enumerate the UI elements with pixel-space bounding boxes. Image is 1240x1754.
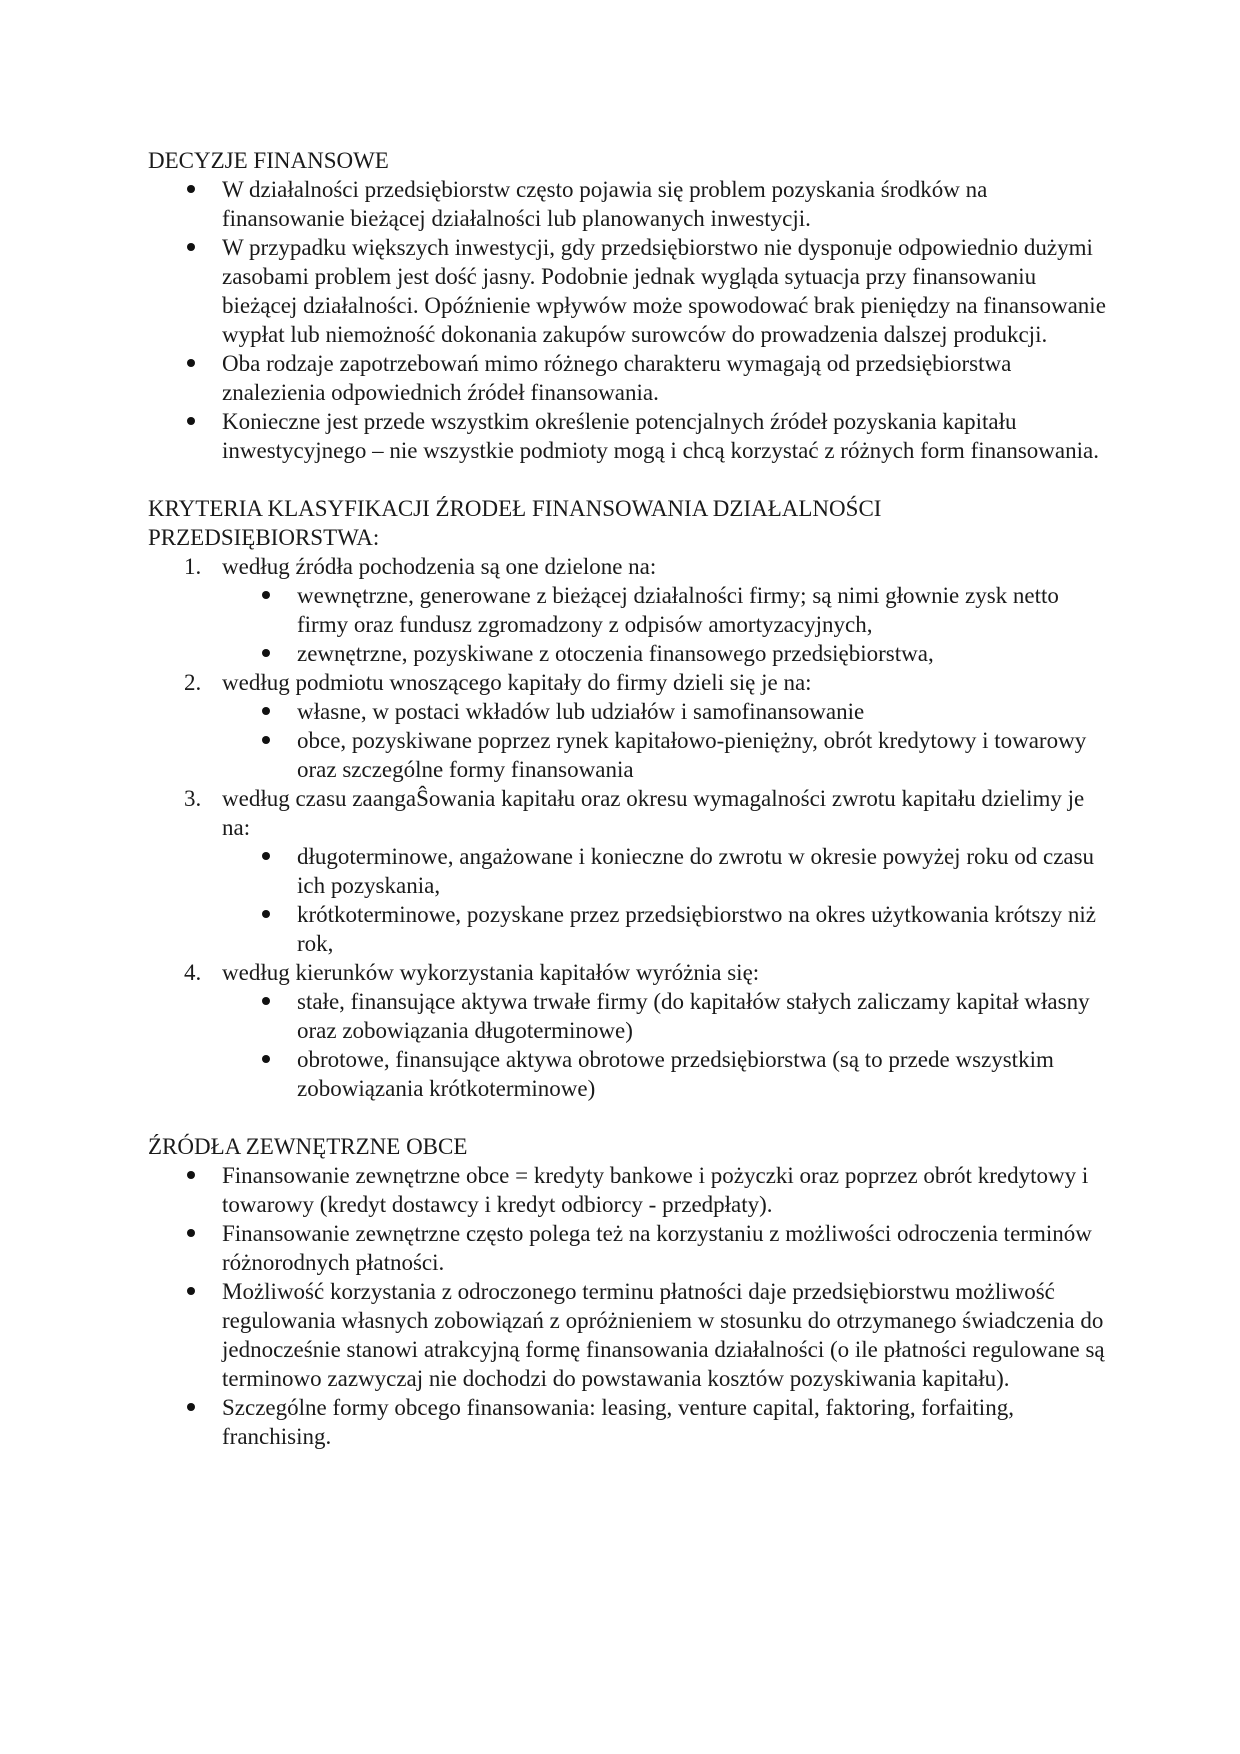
numbered-item (184, 552, 1108, 668)
list-item: długoterminowe, angażowane i konieczne do zwrotu w okresie powyżej roku od czasu ich pozyskania, (297, 842, 1108, 900)
section-title-line-1: KRYTERIA KLASYFIKACJI ŹRODEŁ FINANSOWANIA DZIAŁALNOŚCI (148, 496, 882, 521)
section-title-zrodla: ŹRÓDŁA ZEWNĘTRZNE OBCE (148, 1134, 468, 1159)
sub-bullet-list (222, 581, 1108, 668)
list-item: Finansowanie zewnętrzne obce = kredyty bankowe i pożyczki oraz poprzez obrót kredytowy i towarowy (kredyt dostawcy i kredyt odbiorcy - przedpłaty). (222, 1161, 1108, 1219)
document-page (148, 146, 1108, 1451)
numbered-item (184, 784, 1108, 958)
sub-bullet-list (222, 987, 1108, 1103)
list-item: Szczególne formy obcego finansowania: leasing, venture capital, faktoring, forfaiting, franchising. (222, 1393, 1108, 1451)
sub-bullet-list (222, 697, 1108, 784)
item-number: 2. (184, 670, 202, 695)
spacer (148, 1103, 1108, 1132)
section-title-line-2: PRZEDSIĘBIORSTWA: (148, 525, 380, 550)
numbered-item (184, 668, 1108, 784)
kryteria-numbered-list (148, 552, 1108, 1103)
item-text: według źródła pochodzenia są one dzielone na: (222, 554, 657, 579)
numbered-item (184, 958, 1108, 1103)
section-title-decyzje: DECYZJE FINANSOWE (148, 148, 389, 173)
list-item: zewnętrzne, pozyskiwane z otoczenia finansowego przedsiębiorstwa, (297, 639, 1108, 668)
list-item: krótkoterminowe, pozyskane przez przedsiębiorstwo na okres użytkowania krótszy niż rok, (297, 900, 1108, 958)
sub-bullet-list (222, 842, 1108, 958)
list-item: stałe, finansujące aktywa trwałe firmy (do kapitałów stałych zaliczamy kapitał własny oraz zobowiązania długoterminowe) (297, 987, 1108, 1045)
item-number: 4. (184, 960, 202, 985)
spacer (148, 465, 1108, 494)
item-number: 1. (184, 554, 202, 579)
list-item: Oba rodzaje zapotrzebowań mimo różnego charakteru wymagają od przedsiębiorstwa znalezienia odpowiednich źródeł finansowania. (222, 349, 1108, 407)
list-item: W przypadku większych inwestycji, gdy przedsiębiorstwo nie dysponuje odpowiednio dużymi zasobami problem jest dość jasny. Podobnie jednak wygląda sytuacja przy finansowaniu bieżącej działalności. Opóźnienie wpływów może spowodować brak pieniędzy na finansowanie wypłat lub niemożność dokonania zakupów surowców do prowadzenia dalszej produkcji. (222, 233, 1108, 349)
item-text: według kierunków wykorzystania kapitałów wyróżnia się: (222, 960, 760, 985)
list-item: wewnętrzne, generowane z bieżącej działalności firmy; są nimi głownie zysk netto firmy oraz fundusz zgromadzony z odpisów amortyzacyjnych, (297, 581, 1108, 639)
zrodla-bullet-list (148, 1161, 1108, 1451)
list-item: Konieczne jest przede wszystkim określenie potencjalnych źródeł pozyskania kapitału inwestycyjnego – nie wszystkie podmioty mogą i chcą korzystać z różnych form finansowania. (222, 407, 1108, 465)
list-item: własne, w postaci wkładów lub udziałów i samofinansowanie (297, 697, 1108, 726)
section-title-kryteria (148, 494, 1108, 552)
list-item: Finansowanie zewnętrzne często polega też na korzystaniu z możliwości odroczenia terminów różnorodnych płatności. (222, 1219, 1108, 1277)
decyzje-bullet-list (148, 175, 1108, 465)
list-item: W działalności przedsiębiorstw często pojawia się problem pozyskania środków na finansowanie bieżącej działalności lub planowanych inwestycji. (222, 175, 1108, 233)
list-item: obce, pozyskiwane poprzez rynek kapitałowo-pieniężny, obrót kredytowy i towarowy oraz szczególne formy finansowania (297, 726, 1108, 784)
item-number: 3. (184, 786, 202, 811)
item-text: według podmiotu wnoszącego kapitały do firmy dzieli się je na: (222, 670, 812, 695)
item-text: według czasu zaangaŜowania kapitału oraz okresu wymagalności zwrotu kapitału dzielimy je na: (222, 786, 1085, 840)
list-item: Możliwość korzystania z odroczonego terminu płatności daje przedsiębiorstwu możliwość regulowania własnych zobowiązań z opróżnieniem w stosunku do otrzymanego świadczenia do jednocześnie stanowi atrakcyjną formę finansowania działalności (o ile płatności regulowane są terminowo zazwyczaj nie dochodzi do powstawania kosztów pozyskiwania kapitału). (222, 1277, 1108, 1393)
list-item: obrotowe, finansujące aktywa obrotowe przedsiębiorstwa (są to przede wszystkim zobowiązania krótkoterminowe) (297, 1045, 1108, 1103)
